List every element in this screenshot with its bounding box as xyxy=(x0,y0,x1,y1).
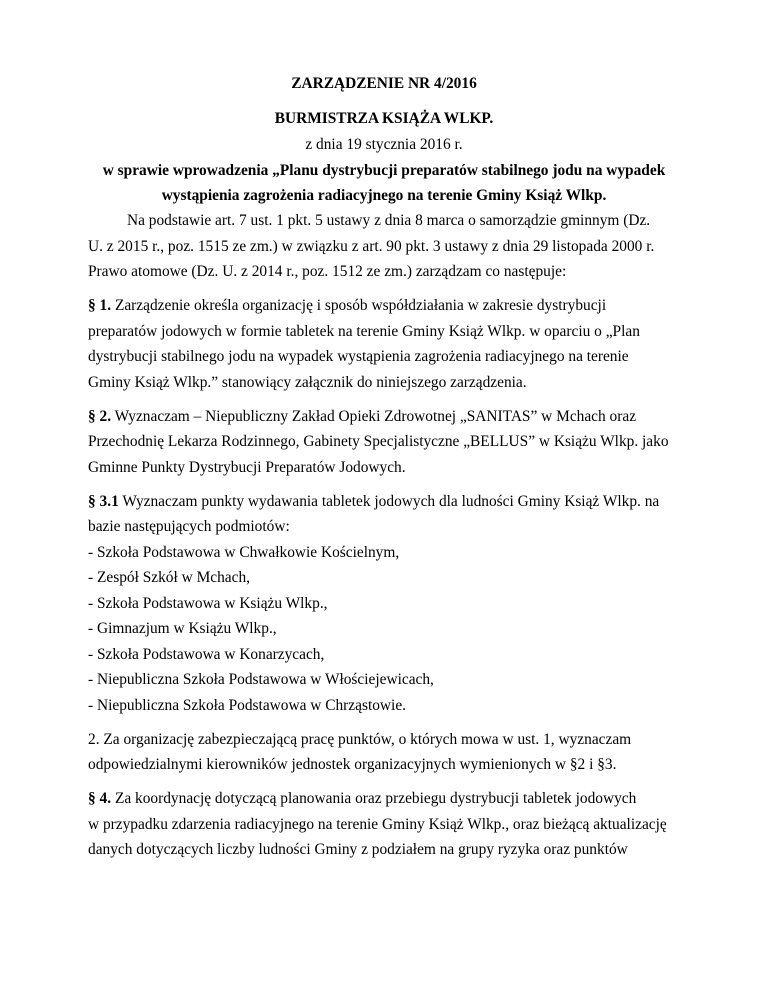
section-1-line-1 xyxy=(88,296,606,316)
section-1-text: Zarządzenie określa organizację i sposób współdziałania w zakresie dystrybucji xyxy=(111,297,607,314)
section-2-line-3: Gminne Punkty Dystrybucji Preparatów Jodowych. xyxy=(88,459,406,476)
list-item: - Szkoła Podstawowa w Konarzycach, xyxy=(88,646,325,663)
section-3-line-1 xyxy=(88,492,659,512)
section-3-label: § 3.1 xyxy=(88,493,119,510)
list-item: - Szkoła Podstawowa w Chwałkowie Kościelnym, xyxy=(88,544,400,561)
section-1-line-4: Gminy Książ Wlkp.” stanowiący załącznik do niniejszego zarządzenia. xyxy=(88,374,527,391)
preamble-line-2: U. z 2015 r., poz. 1515 ze zm.) w związku z art. 90 pkt. 3 ustawy z dnia 29 listopada 2000 r. xyxy=(88,238,655,255)
section-3-para-2-line-2: odpowiedzialnymi kierowników jednostek organizacyjnych wymienionych w §2 i §3. xyxy=(88,756,617,773)
preamble-line-3: Prawo atomowe (Dz. U. z 2014 r., poz. 1512 ze zm.) zarządzam co następuje: xyxy=(88,263,567,280)
section-4-line-3: danych dotyczących liczby ludności Gminy z podziałem na grupy ryzyka oraz punktów xyxy=(88,841,628,858)
preamble-line-1: Na podstawie art. 7 ust. 1 pkt. 5 ustawy z dnia 8 marca o samorządzie gminnym (Dz. xyxy=(127,212,651,229)
document-date: z dnia 19 stycznia 2016 r. xyxy=(305,136,463,153)
section-3-text: Wyznaczam punkty wydawania tabletek jodowych dla ludności Gminy Książ Wlkp. na xyxy=(118,493,660,510)
section-3-line-2: bazie następujących podmiotów: xyxy=(88,518,290,535)
list-item: - Zespół Szkół w Mchach, xyxy=(88,569,250,586)
document-subject-line-1: w sprawie wprowadzenia „Planu dystrybucji preparatów stabilnego jodu na wypadek xyxy=(102,162,666,179)
list-item: - Szkoła Podstawowa w Książu Wlkp., xyxy=(88,595,328,612)
section-4-line-2: w przypadku zdarzenia radiacyjnego na terenie Gminy Książ Wlkp., oraz bieżącą aktualizację xyxy=(88,816,667,833)
section-4-label: § 4. xyxy=(88,790,112,807)
section-1-line-3: dystrybucji stabilnego jodu na wypadek wystąpienia zagrożenia radiacyjnego na terenie xyxy=(88,348,629,365)
document-title: ZARZĄDZENIE NR 4/2016 xyxy=(291,75,477,92)
section-4-text: Za koordynację dotyczącą planowania oraz przebiegu dystrybucji tabletek jodowych xyxy=(111,790,637,807)
document-authority: BURMISTRZA KSIĄŻA WLKP. xyxy=(274,110,494,127)
section-1-label: § 1. xyxy=(88,297,112,314)
section-2-line-1 xyxy=(88,407,636,427)
section-4-line-1 xyxy=(88,789,636,809)
section-2-text: Wyznaczam – Niepubliczny Zakład Opieki Zdrowotnej „SANITAS” w Mchach oraz xyxy=(111,408,637,425)
section-3-para-2-line-1: 2. Za organizację zabezpieczającą pracę punktów, o których mowa w ust. 1, wyznaczam xyxy=(88,731,632,748)
section-2-label: § 2. xyxy=(88,408,112,425)
section-1-line-2: preparatów jodowych w formie tabletek na terenie Gminy Książ Wlkp. w oparciu o „Plan xyxy=(88,323,640,340)
list-item: - Gimnazjum w Książu Wlkp., xyxy=(88,620,277,637)
list-item: - Niepubliczna Szkoła Podstawowa w Chrząstowie. xyxy=(88,697,406,714)
section-2-line-2: Przechodnię Lekarza Rodzinnego, Gabinety Specjalistyczne „BELLUS” w Książu Wlkp. jako xyxy=(88,433,669,450)
list-item: - Niepubliczna Szkoła Podstawowa w Włościejewicach, xyxy=(88,671,434,688)
document-subject-line-2: wystąpienia zagrożenia radiacyjnego na terenie Gminy Książ Wlkp. xyxy=(161,187,607,204)
